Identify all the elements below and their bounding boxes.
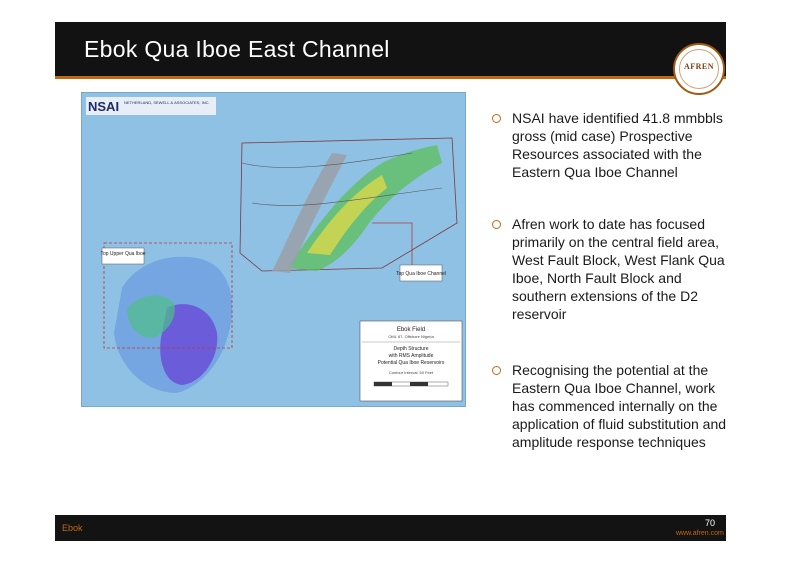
bullet-text: NSAI have identified 41.8 mmbbls gross (mid case) Prospective Resources associated with the Eastern Qua Iboe Channel <box>512 110 723 180</box>
slide-title: Ebok Qua Iboe East Channel <box>84 36 390 62</box>
legend-scale-bar-segment <box>374 382 392 386</box>
map-graphic <box>82 93 466 407</box>
legend-scale: Contour Interval: 50 Feet <box>388 370 434 375</box>
bullet-list <box>490 109 730 451</box>
legend-desc-1: Depth Structure <box>393 346 429 352</box>
logo-text: AFREN <box>683 62 715 71</box>
bullet-circle-icon <box>492 114 501 123</box>
footer-url: www.afren.com <box>676 530 724 537</box>
footer-section-label: Ebok <box>62 523 83 533</box>
footer-bar <box>55 515 726 541</box>
label-top-qua-iboe: Top Qua Iboe Channel <box>395 271 447 277</box>
legend-scale-bar-segment-2 <box>410 382 428 386</box>
bullet-circle-icon <box>492 366 501 375</box>
legend-desc-2: with RMS Amplitude <box>388 353 434 359</box>
legend-desc-3: Potential Qua Iboe Reservoirs <box>377 360 445 366</box>
nsai-company: NETHERLAND, SEWELL & ASSOCIATES, INC. <box>124 100 210 105</box>
bullet-text: Afren work to date has focused primarily on the central field area, West Fault Block, West Flank Qua Iboe, North Fault Block and southern extensions of the D2 reservoir <box>512 216 725 322</box>
label-top-upper: Top Upper Qua Iboe <box>100 251 146 257</box>
afren-logo <box>673 43 725 95</box>
bullet-circle-icon <box>492 220 501 229</box>
bullet-item <box>490 215 730 323</box>
bullet-text: Recognising the potential at the Eastern Qua Iboe Channel, work has commenced internally on the application of fluid substitution and amplitude response techniques <box>512 362 727 450</box>
title-underline <box>55 76 726 79</box>
depth-structure-map <box>81 92 466 407</box>
bullet-item <box>490 361 730 451</box>
legend-title: Ebok Field <box>396 327 426 333</box>
nsai-logo: NSAI <box>88 99 120 114</box>
legend-subtitle: OML 67, Offshore Nigeria <box>388 334 434 339</box>
page-number: 70 <box>705 518 716 528</box>
bullet-item <box>490 109 730 181</box>
